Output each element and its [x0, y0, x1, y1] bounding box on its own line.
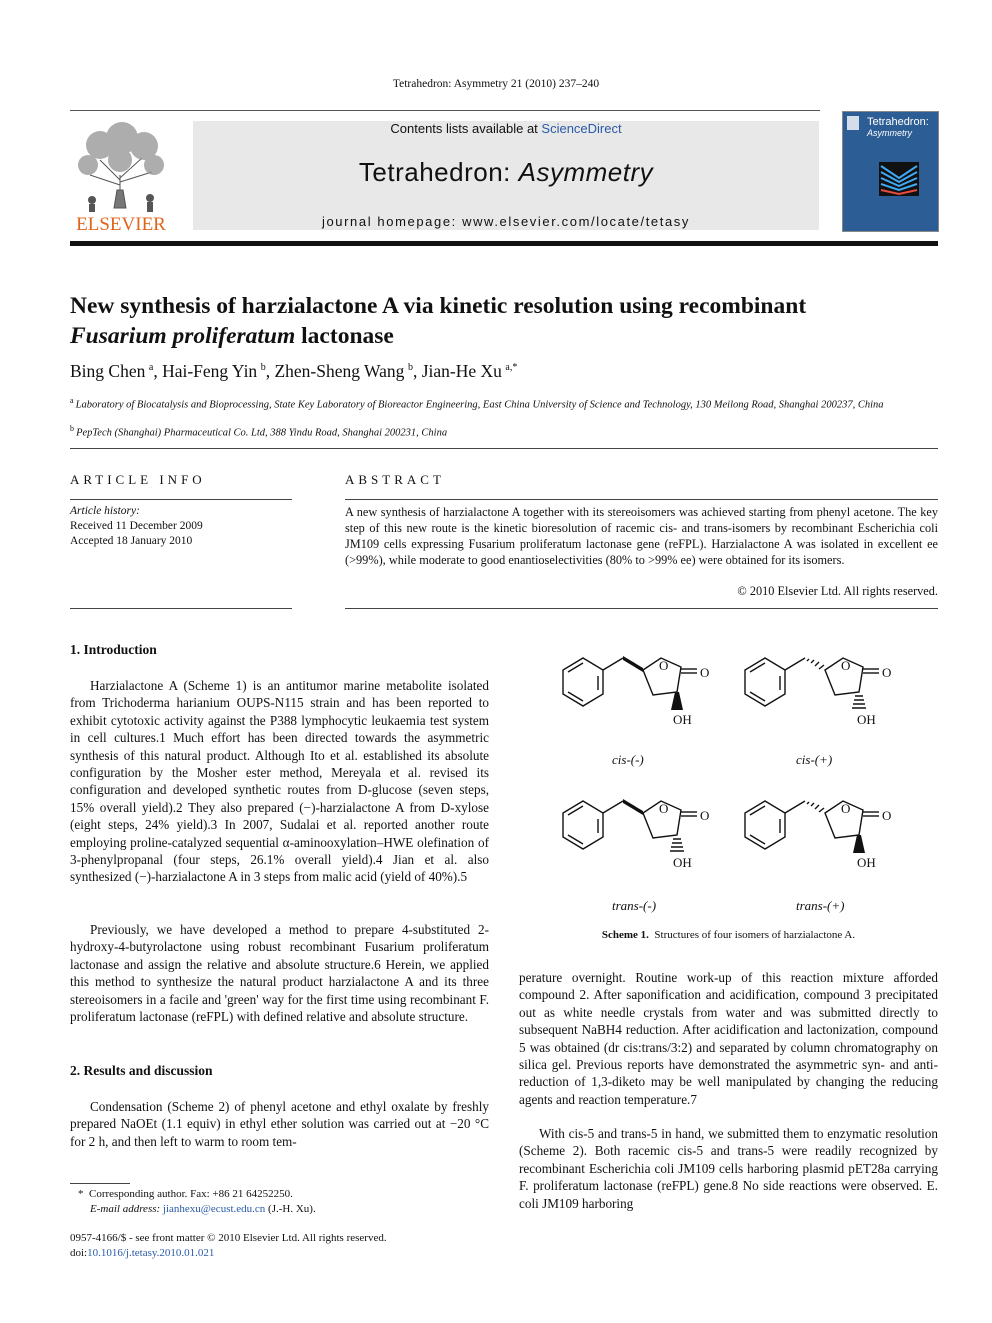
introduction-heading: 1. Introduction	[70, 642, 157, 657]
atom-label: OH	[673, 712, 692, 727]
footer-block	[70, 1231, 387, 1261]
journal-name	[193, 157, 819, 188]
isomer-label-cis-minus: cis-(-)	[612, 752, 644, 767]
cover-logo-icon	[847, 116, 859, 130]
molecule-cis-minus	[563, 656, 697, 710]
cover-title-line2: Asymmetry	[867, 128, 912, 138]
affiliation-divider	[70, 448, 938, 449]
results-paragraph-1: Condensation (Scheme 2) of phenyl acetone and ethyl oxalate by freshly prepared NaOEt (1.1 equiv) in ethyl ether solution was carried out at −20 °C for 2 h, and then left to warm to room tem-	[70, 1099, 489, 1149]
atom-label: OH	[673, 855, 692, 870]
received-date: Received 11 December 2009	[70, 520, 203, 532]
abstract-bottom-divider	[345, 608, 938, 609]
header-divider	[70, 110, 820, 111]
email-label: E-mail address:	[90, 1203, 161, 1215]
author[interactable]: Hai-Feng Yin	[162, 361, 258, 381]
molecule-cis-plus	[745, 658, 879, 708]
abstract-divider	[345, 499, 938, 500]
info-bottom-divider	[70, 608, 292, 609]
contents-prefix: Contents lists available at	[390, 121, 542, 136]
article-title	[70, 291, 938, 351]
intro-paragraph-1: Harzialactone A (Scheme 1) is an antitumor marine metabolite isolated from Trichoderma harianium OUPS-N115 strain and has been reported to exhibit cytotoxic activity against the P388 lymphocytic leukaemia test system in cell cultures.1 Much effort has been directed towards the asymmetric synthesis of this natural product. Although Ito et al. established its absolute configuration by the Mosher ester method, Mereyala et al. revised its configuration and developed synthetic routes from D-glucose (seven steps, 15% overall yield).2 They also prepared (−)-harzialactone A from D-xylose (eight steps, 24% yield).3 In 2007, Sudalai et al. reported another route employing proline-catalyzed sequential α-aminooxylation–HWE olefination of 3-phenylpropanal (four steps, 26.1% overall yield).4 Jian et al. also synthesized (−)-harzialactone A in 3 steps from malic acid (yield of 40%).5	[70, 678, 489, 885]
isomer-label-cis-plus: cis-(+)	[796, 752, 833, 767]
history-label: Article history:	[70, 505, 140, 517]
masthead-bottom-rule	[70, 241, 938, 246]
copyright-line: © 2010 Elsevier Ltd. All rights reserved.	[737, 584, 938, 598]
caption-text: Structures of four isomers of harzialactone A.	[654, 929, 856, 941]
cover-graphic-icon	[879, 162, 919, 196]
corresponding-footnote	[78, 1187, 316, 1217]
atom-label: O	[659, 658, 669, 673]
author[interactable]: Jian-He Xu	[421, 361, 502, 381]
journal-cover-image	[842, 111, 939, 232]
affiliation-sup: b	[70, 424, 74, 433]
atom-label: O	[841, 658, 851, 673]
results-paragraph-2: With cis-5 and trans-5 in hand, we submitted them to enzymatic resolution (Scheme 2). Both racemic cis-5 and trans-5 were readily recognized by recombinant Escherichia coli JM109 cells harboring plasmid pET28a carrying F. proliferatum lactonase (reFPL) gene.8 No side reactions were observed. E. coli JM109 harboring	[519, 1126, 938, 1211]
atom-label: OH	[857, 855, 876, 870]
journal-citation: Tetrahedron: Asymmetry 21 (2010) 237–240	[392, 78, 600, 90]
intro-paragraph-2: Previously, we have developed a method to prepare 4-substituted 2-hydroxy-4-butyrolactone using robust recombinant Fusarium proliferatum lactonase and assign the relative and absolute structure.6 Herein, we applied this method to synthesize the natural product harzialactone A and its three stereoisomers in a facile and 'green' way for the first time using recombinant F. proliferatum lactonase (reFPL) with defined relative and absolute structure.	[70, 922, 489, 1025]
journal-homepage[interactable]: journal homepage: www.elsevier.com/locate/tetasy	[321, 214, 690, 229]
accepted-date: Accepted 18 January 2010	[70, 535, 193, 547]
author-list: Bing Chen $^a$, Hai-Feng Yin $^b$, Zhen-Sheng Wang $^b$, Jian-He Xu $^{a,*}$	[70, 361, 518, 381]
email-link[interactable]: jianhexu@ecust.edu.cn	[162, 1203, 266, 1215]
atom-label: OH	[857, 712, 876, 727]
atom-label: O	[659, 801, 669, 816]
journal-name-italic: Asymmetry	[518, 157, 654, 187]
email-suffix: (J.-H. Xu).	[265, 1203, 316, 1215]
scheme-1-caption	[519, 929, 938, 941]
footnote-star: *	[78, 1188, 84, 1200]
abstract-heading: ABSTRACT	[345, 472, 445, 487]
journal-name-main: Tetrahedron:	[358, 157, 519, 187]
corresponding-text: Corresponding author. Fax: +86 21 64252250.	[89, 1188, 293, 1200]
results-heading: 2. Results and discussion	[70, 1063, 213, 1078]
contents-line	[193, 121, 819, 136]
author-affil-sup: b	[407, 362, 413, 374]
title-rest: lactonase	[295, 323, 394, 349]
isomer-label-trans-minus: trans-(-)	[612, 898, 657, 913]
article-history	[70, 504, 203, 549]
title-italic: Fusarium proliferatum	[70, 323, 296, 349]
affiliation-a	[70, 394, 930, 413]
author-affil-sup: a,*	[505, 362, 518, 374]
affiliation-text: PepTech (Shanghai) Pharmaceutical Co. Ltd, 388 Yindu Road, Shanghai 200231, China	[76, 427, 448, 439]
isomer-label-trans-plus: trans-(+)	[796, 898, 845, 913]
scheme-1-figure	[519, 640, 938, 930]
affiliation-sup: a	[70, 396, 74, 405]
molecule-trans-plus	[745, 801, 879, 853]
affiliation-b	[70, 422, 930, 441]
title-line-1: New synthesis of harzialactone A via kinetic resolution using recombinant	[70, 293, 807, 319]
author-affil-sup: a	[148, 362, 154, 374]
atom-label: O	[841, 801, 851, 816]
cover-title-line1: Tetrahedron:	[867, 116, 929, 128]
footnote-rule	[70, 1183, 130, 1184]
atom-label: O	[700, 665, 710, 680]
atom-label: O	[882, 808, 892, 823]
info-divider	[70, 499, 292, 500]
journal-masthead	[193, 121, 819, 230]
molecule-trans-minus	[563, 799, 697, 851]
doi-label: doi:	[70, 1247, 88, 1259]
article-info-heading: ARTICLE INFO	[70, 472, 206, 487]
elsevier-wordmark: ELSEVIER	[76, 214, 166, 232]
caption-label: Scheme 1.	[601, 929, 649, 941]
issn-line: 0957-4166/$ - see front matter © 2010 Elsevier Ltd. All rights reserved.	[70, 1232, 387, 1244]
author[interactable]: Bing Chen	[70, 361, 146, 381]
atom-label: O	[882, 665, 892, 680]
cover-title	[867, 117, 929, 139]
results-paragraph-1-continued: perature overnight. Routine work-up of this reaction mixture afforded compound 2. After saponification and acidification, compound 3 precipitated out as white needle crystals from water and was submitted directly to subsequent NaBH4 reduction. After acidification and lactonization, compound 5 was obtained (dr cis:trans/3:2) and separated by column chromatography on silica gel. Previous reports have demonstrated the asymmetric syn- and anti-reduction of 1,3-diketo may be well manipulated by changing the reducing agents and reaction temperature.7	[519, 970, 938, 1107]
atom-label: O	[700, 808, 710, 823]
elsevier-logo	[70, 120, 172, 232]
abstract-text: A new synthesis of harzialactone A together with its stereoisomers was achieved starting from phenyl acetone. The key step of this new route is the kinetic bioresolution of racemic cis- and trans-isomers by recombinant Escherichia coli JM109 cells expressing Fusarium proliferatum lactonase gene (reFPL). Harzialactone A was isolated in excellent ee (>99%), while moderate to good enantioselectivities (80% to >99% ee) were obtained for its isomers.	[345, 505, 938, 567]
sciencedirect-link[interactable]: ScienceDirect	[541, 121, 622, 136]
author-affil-sup: b	[260, 362, 266, 374]
affiliation-text: Laboratory of Biocatalysis and Bioprocessing, State Key Laboratory of Bioreactor Engineering, East China University of Science and Technology, 130 Meilong Road, Shanghai 200237, China	[75, 399, 884, 411]
author[interactable]: Zhen-Sheng Wang	[274, 361, 405, 381]
doi-link[interactable]: 10.1016/j.tetasy.2010.01.021	[87, 1247, 215, 1259]
